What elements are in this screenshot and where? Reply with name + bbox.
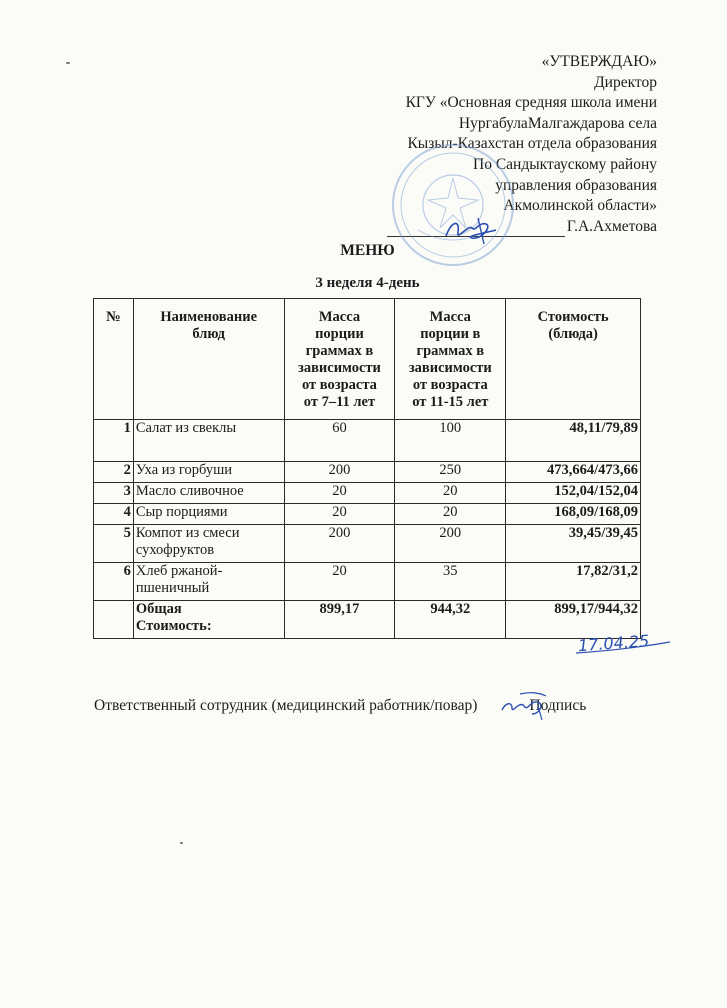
dish-name	[133, 483, 284, 504]
paper-speck	[180, 842, 183, 844]
header-line: граммах в	[416, 343, 485, 359]
mass-7-11: 200	[284, 525, 395, 563]
header-line: зависимости	[298, 360, 381, 376]
header-line: Наименование	[160, 309, 258, 325]
header-line: от возраста	[412, 377, 488, 393]
total-label	[133, 601, 284, 639]
header-line: граммах в	[305, 343, 374, 359]
mass-11-15: 20	[395, 483, 506, 504]
menu-title: МЕНЮ	[340, 242, 395, 259]
total-label-line: Стоимость:	[135, 618, 212, 634]
column-header-cost	[506, 299, 641, 420]
mass-7-11: 20	[284, 504, 395, 525]
table-row	[94, 563, 641, 601]
row-number: 1	[94, 420, 134, 462]
dish-cost: 168,09/168,09	[506, 504, 641, 525]
header-line: зависимости	[408, 360, 492, 376]
header-line: порции	[315, 326, 364, 342]
mass-11-15: 250	[395, 462, 506, 483]
dish-cost: 152,04/152,04	[506, 483, 641, 504]
row-number: 5	[94, 525, 134, 563]
dish-cost: 17,82/31,2	[506, 563, 641, 601]
menu-table	[93, 298, 641, 639]
total-number-cell	[94, 601, 134, 639]
table-row	[94, 420, 641, 462]
header-line: от возраста	[301, 377, 377, 393]
approval-line: КГУ «Основная средняя школа имени	[405, 94, 657, 112]
dish-name-line: Салат из свеклы	[135, 420, 237, 436]
handwritten-date	[574, 628, 674, 658]
total-row	[94, 601, 641, 639]
dish-name	[133, 563, 284, 601]
header-line: от 11-15 лет	[412, 394, 489, 410]
mass-7-11: 200	[284, 462, 395, 483]
dish-name-line: Сыр порциями	[135, 504, 228, 520]
approval-line: управления образования	[495, 176, 657, 194]
responsible-signature-icon	[498, 688, 556, 722]
mass-11-15: 35	[395, 563, 506, 601]
row-number: 6	[94, 563, 134, 601]
dish-name-line: сухофруктов	[135, 542, 215, 558]
mass-11-15: 200	[395, 525, 506, 563]
approval-line: Директор	[594, 73, 657, 91]
mass-11-15: 20	[395, 504, 506, 525]
mass-7-11: 20	[284, 563, 395, 601]
table-header-row	[94, 299, 641, 420]
dish-cost: 39,45/39,45	[506, 525, 641, 563]
signature-label: Подпись	[529, 697, 587, 714]
row-number: 2	[94, 462, 134, 483]
column-header-number	[94, 299, 134, 420]
header-line: №	[106, 309, 121, 325]
column-header-mass-7-11	[284, 299, 395, 420]
header-line: Стоимость	[537, 309, 609, 325]
menu-subtitle: 3 неделя 4-день	[315, 275, 420, 291]
dish-name	[133, 420, 284, 462]
total-label-line: Общая	[135, 601, 182, 617]
header-line: от 7–11 лет	[303, 394, 376, 410]
header-line: Масса	[429, 309, 471, 325]
approval-line: По Сандыктаускому району	[473, 155, 657, 173]
header-line: блюд	[192, 326, 225, 342]
paper-speck	[66, 62, 70, 64]
mass-11-15: 100	[395, 420, 506, 462]
signatory-name: Г.А.Ахметова	[566, 217, 657, 235]
approval-line: Кызыл-Казахстан отдела образования	[407, 135, 657, 153]
table-row	[94, 504, 641, 525]
table-row	[94, 462, 641, 483]
mass-7-11: 60	[284, 420, 395, 462]
row-number: 4	[94, 504, 134, 525]
dish-name-line: Уха из горбуши	[135, 462, 232, 478]
handwritten-date-text: 17.04.25	[577, 631, 650, 656]
mass-7-11: 20	[284, 483, 395, 504]
dish-name-line: Хлеб ржаной-	[135, 563, 223, 579]
dish-name	[133, 504, 284, 525]
column-header-mass-11-15	[395, 299, 506, 420]
dish-name-line: пшеничный	[135, 580, 210, 596]
header-line: (блюда)	[548, 326, 598, 342]
row-number: 3	[94, 483, 134, 504]
total-cost: 899,17/944,32	[506, 601, 641, 639]
column-header-dish	[133, 299, 284, 420]
total-mass-7-11: 899,17	[284, 601, 395, 639]
dish-cost: 48,11/79,89	[506, 420, 641, 462]
total-mass-11-15: 944,32	[395, 601, 506, 639]
approval-heading: «УТВЕРЖДАЮ»	[541, 53, 657, 70]
responsible-label: Ответственный сотрудник (медицинский работник/повар)	[94, 697, 478, 714]
dish-name-line: Масло сливочное	[135, 483, 244, 499]
header-line: порции в	[420, 326, 481, 342]
dish-name-line: Компот из смеси	[135, 525, 240, 541]
approval-line: Акмолинской области»	[503, 197, 657, 215]
table-row	[94, 525, 641, 563]
dish-cost: 473,664/473,66	[506, 462, 641, 483]
header-line: Масса	[318, 309, 361, 325]
table-row	[94, 483, 641, 504]
approval-line: НургабулаМалгаждарова села	[458, 114, 657, 132]
dish-name	[133, 462, 284, 483]
dish-name	[133, 525, 284, 563]
